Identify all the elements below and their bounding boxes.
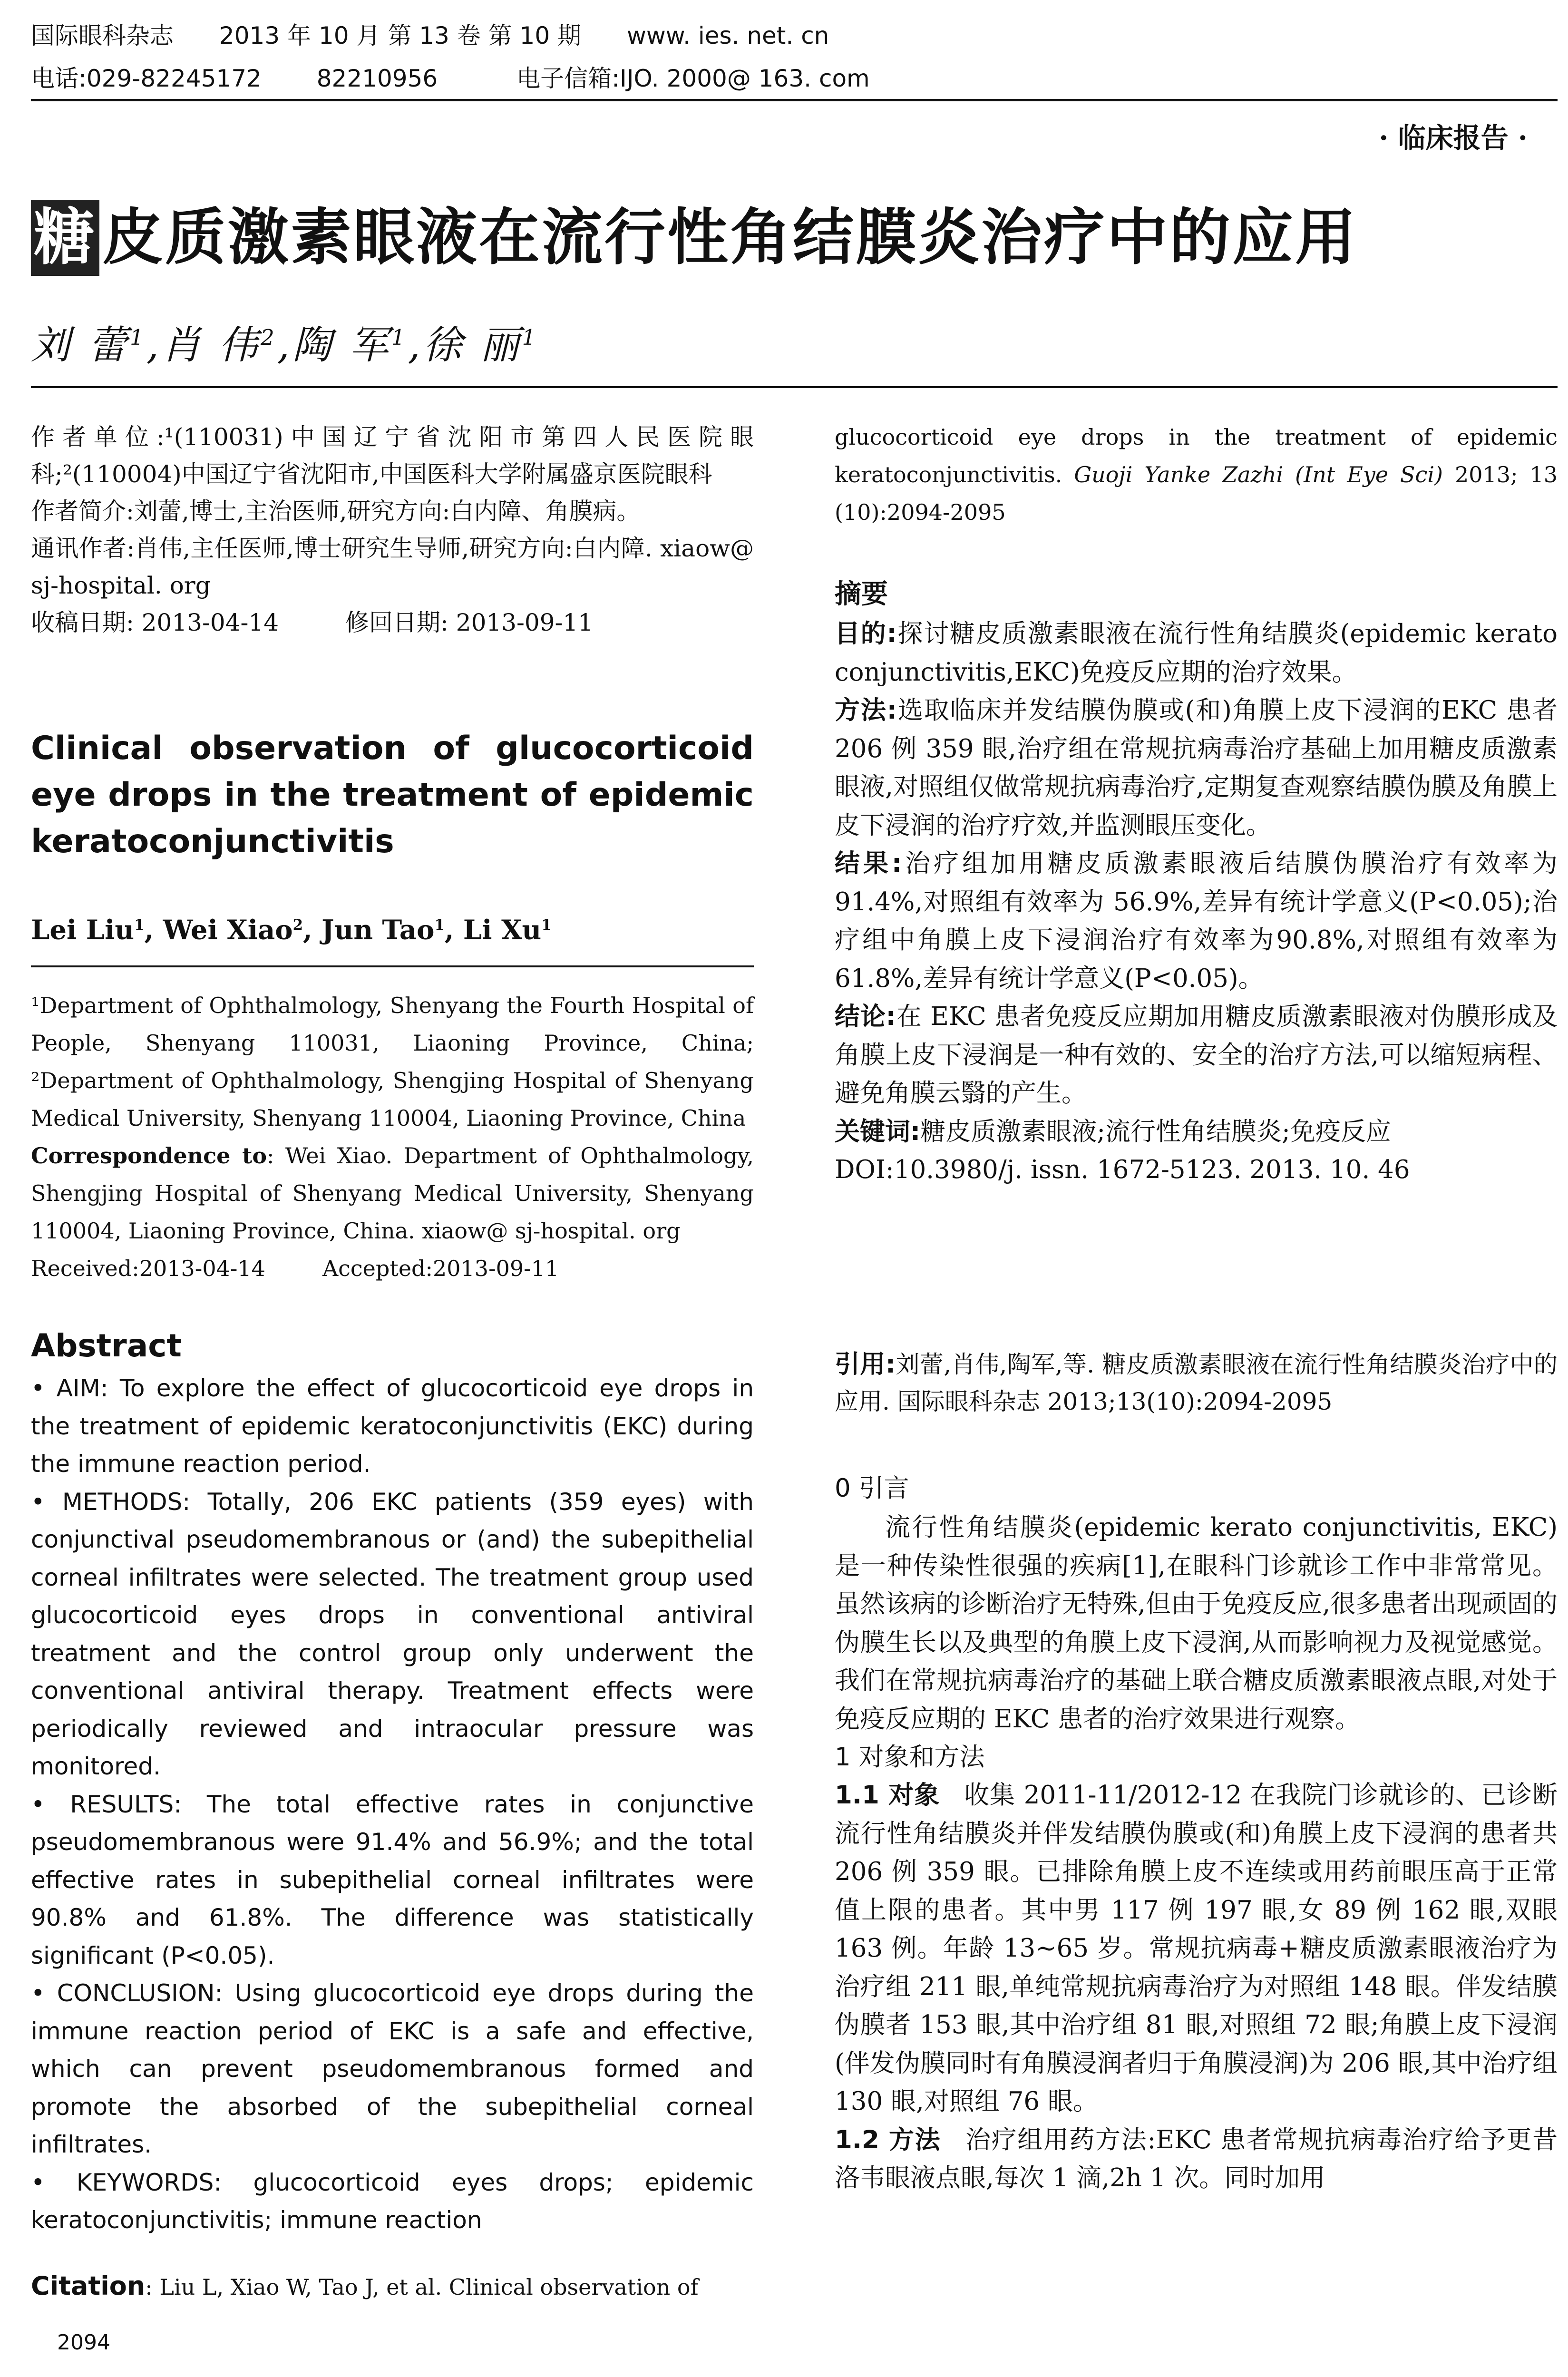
citation-part1: glucocorticoid eye drops in the treatment of epidemic keratoconjunctivitis. bbox=[835, 424, 1558, 487]
email-address[interactable]: 电子信箱:IJO. 2000@ 163. com bbox=[516, 65, 870, 92]
abstract-results bbox=[31, 1786, 754, 1975]
citation-en bbox=[31, 2271, 754, 2301]
author-cn-name: 刘 蕾 bbox=[31, 322, 130, 368]
abstract-cn bbox=[835, 615, 1558, 1189]
abstract-text: The total effective rates in conjunctive pseudomembranous were 91.4% and 56.9%; and the total effective rates in subepithelial corneal infiltrates were 90.8% and 61.8%. The difference was statistically significant (P<0.05). bbox=[31, 1790, 754, 1969]
author-en-name: Wei Xiao bbox=[163, 914, 293, 946]
authors-cn: 刘 蕾$^1$,肖 伟$^2$,陶 军$^1$,徐 丽$^1$ bbox=[31, 322, 539, 368]
author-cn-name: 徐 丽 bbox=[423, 322, 522, 368]
title-rest: 皮质激素眼液在流行性角结膜炎治疗中的应用 bbox=[102, 202, 1358, 273]
subsection-label: 1.2 方法 bbox=[835, 2125, 941, 2154]
affiliation-cn: 作者单位:¹(110031)中国辽宁省沈阳市第四人民医院眼科;²(110004)中国辽宁省沈阳市,中国医科大学附属盛京医院眼科 bbox=[31, 423, 754, 488]
article-title bbox=[31, 200, 1358, 276]
abstract-text: glucocorticoid eyes drops; epidemic keratoconjunctivitis; immune reaction bbox=[31, 2168, 754, 2234]
website-link[interactable]: www. ies. net. cn bbox=[626, 22, 829, 49]
abstract-cn-label: 关键词: bbox=[835, 1117, 921, 1146]
abstract-methods bbox=[31, 1483, 754, 1786]
author-info-cn bbox=[31, 419, 754, 641]
section-label: · 临床报告 · bbox=[1379, 122, 1528, 154]
abstract-cn-text: 在 EKC 患者免疫反应期加用糖皮质激素眼液对伪膜形成及角膜上皮下浸润是一种有效的、安全的治疗方法,可以缩短病程、避免角膜云翳的产生。 bbox=[835, 1002, 1558, 1108]
aff-sup: 1 bbox=[541, 916, 552, 934]
abstract-cn-text: 探讨糖皮质激素眼液在流行性角结膜炎(epidemic kerato conjunctivitis,EKC)免疫反应期的治疗效果。 bbox=[835, 619, 1558, 687]
left-rule bbox=[31, 965, 754, 967]
correspondence-cn: 通讯作者:肖伟,主任医师,博士研究生导师,研究方向:白内障. xiaow@ sj-hospital. org bbox=[31, 535, 754, 599]
citation-cn-body: 刘蕾,肖伟,陶军,等. 糖皮质激素眼液在流行性角结膜炎治疗中的应用. 国际眼科杂志 2013;13(10):2094-2095 bbox=[835, 1351, 1558, 1415]
abstract-label: • AIM: bbox=[31, 1374, 108, 1402]
accepted-en: Accepted:2013-09-11 bbox=[322, 1256, 559, 1281]
phone-number-2: 82210956 bbox=[316, 65, 438, 92]
author-cn-name: 肖 伟 bbox=[161, 322, 261, 368]
author-en-name: Jun Tao bbox=[321, 914, 435, 946]
abstract-text: Using glucocorticoid eye drops during the immune reaction period of EKC is a safe and effective, which can prevent pseudomembranous formed and promote the absorbed of the subepithelial corneal infiltrates. bbox=[31, 1979, 754, 2158]
intro-heading: 0 引言 bbox=[835, 1474, 909, 1503]
header-rule bbox=[31, 99, 1558, 101]
abstract-label: • RESULTS: bbox=[31, 1790, 182, 1818]
abstract-text: Totally, 206 EKC patients (359 eyes) with conjunctival pseudomembranous or (and) the subepithelial corneal infiltrates were selected. The treatment group used glucocorticoid eyes drops in conventional antiviral treatment and the control group only underwent the conventional antiviral therapy. Treatment effects were periodically reviewed and intraocular pressure was monitored. bbox=[31, 1488, 754, 1780]
correspondence-en bbox=[31, 1137, 754, 1250]
abstract-en bbox=[31, 1370, 754, 2240]
citation-journal: Guoji Yanke Zazhi (Int Eye Sci) bbox=[1074, 462, 1443, 487]
bio-cn: 作者简介:刘蕾,博士,主治医师,研究方向:白内障、角膜病。 bbox=[31, 497, 641, 525]
abstract-cn-label: 结论: bbox=[835, 1002, 896, 1031]
abstract-cn-text: 选取临床并发结膜伪膜或(和)角膜上皮下浸润的EKC 患者 206 例 359 眼,治疗组在常规抗病毒治疗基础上加用糖皮质激素眼液,对照组仅做常规抗病毒治疗,定期复查观察结膜伪膜及角膜上皮下浸润的治疗疗效,并监测眼压变化。 bbox=[835, 696, 1558, 840]
abstract-heading: Abstract bbox=[31, 1327, 182, 1364]
citation-continued-text bbox=[835, 419, 1558, 531]
aff-sup: 1 bbox=[134, 916, 145, 934]
authors-en: Lei Liu$^1$, Wei Xiao$^2$, Jun Tao$^1$, Li Xu$^1$ bbox=[31, 914, 552, 946]
abstract-cn-label: 方法: bbox=[835, 696, 897, 725]
title-rule bbox=[31, 386, 1558, 388]
correspondence-text: : Wei Xiao. Department of Ophthalmology, Shengjing Hospital of Shenyang Medical University, Shenyang 110004, Liaoning Province, China. xiaow@ sj-hospital. org bbox=[31, 1143, 754, 1244]
abstract-text: To explore the effect of glucocorticoid eye drops in the treatment of epidemic keratoconjunctivitis (EKC) during the immune reaction period. bbox=[31, 1374, 754, 1478]
aff-sup: 1 bbox=[391, 325, 408, 350]
subsection-text: 治疗组用药方法:EKC 患者常规抗病毒治疗给予更昔洛韦眼液点眼,每次 1 滴,2h 1 次。同时加用 bbox=[835, 2125, 1558, 2192]
author-cn-name: 陶 军 bbox=[292, 322, 391, 368]
affiliation-en: ¹Department of Ophthalmology, Shenyang the Fourth Hospital of People, Shenyang 110031, Liaoning Province, China; ²Department of Ophthalmology, Shengjing Hospital of Shenyang Medical University, Shenyang 110004, Liaoning Province, China bbox=[31, 993, 754, 1131]
abstract-cn-heading: 摘要 bbox=[835, 579, 888, 610]
dates-en bbox=[31, 1250, 754, 1287]
citation-part2: 2013; 13 (10):2094-2095 bbox=[835, 462, 1558, 525]
english-title: Clinical observation of glucocorticoid eye drops in the treatment of epidemic keratoconjunctivitis bbox=[31, 730, 754, 860]
journal-header-row1 bbox=[31, 19, 867, 52]
abstract-aim bbox=[31, 1370, 754, 1483]
methods-paragraph bbox=[835, 2121, 1558, 2198]
abstract-label: • CONCLUSION: bbox=[31, 1979, 223, 2007]
subjects-paragraph bbox=[835, 1776, 1558, 2121]
journal-name: 国际眼科杂志 bbox=[31, 22, 174, 49]
citation-label: Citation bbox=[31, 2271, 146, 2301]
abstract-cn-conclusion bbox=[835, 998, 1558, 1113]
received-en: Received:2013-04-14 bbox=[31, 1256, 265, 1281]
methods-heading: 1 对象和方法 bbox=[835, 1743, 985, 1772]
body-text bbox=[835, 1509, 1558, 2198]
abstract-conclusion bbox=[31, 1975, 754, 2164]
aff-sup: 1 bbox=[434, 916, 445, 934]
citation-cn bbox=[835, 1346, 1558, 1420]
title-first-char: 糖 bbox=[31, 200, 99, 276]
abstract-label: • METHODS: bbox=[31, 1488, 191, 1516]
aff-sup: 1 bbox=[522, 325, 539, 350]
aff-sup: 1 bbox=[130, 325, 146, 350]
phone-number: 电话:029-82245172 bbox=[31, 65, 262, 92]
abstract-cn-results bbox=[835, 845, 1558, 998]
abstract-cn-methods bbox=[835, 692, 1558, 845]
abstract-cn-text: 治疗组加用糖皮质激素眼液后结膜伪膜治疗有效率为 91.4%,对照组有效率为 56.9%,差异有统计学意义(P<0.05);治疗组中角膜上皮下浸润治疗有效率为90.8%,对照组有效率为 61.8%,差异有统计学意义(P<0.05)。 bbox=[835, 849, 1558, 993]
citation-cn-text bbox=[835, 1346, 1558, 1420]
citation-cn-label: 引用: bbox=[835, 1350, 896, 1379]
english-title-block bbox=[31, 725, 754, 865]
subsection-label: 1.1 对象 bbox=[835, 1781, 940, 1810]
issue-info: 2013 年 10 月 第 13 卷 第 10 期 bbox=[219, 22, 582, 49]
dates-cn bbox=[31, 604, 754, 641]
abstract-cn-aim bbox=[835, 615, 1558, 692]
aff-sup: 2 bbox=[260, 325, 277, 350]
doi[interactable]: DOI:10.3980/j. issn. 1672-5123. 2013. 10. 46 bbox=[835, 1155, 1410, 1184]
abstract-cn-label: 结果: bbox=[835, 849, 902, 878]
citation-text: : Liu L, Xiao W, Tao J, et al. Clinical observation of bbox=[145, 2274, 699, 2300]
affiliation-en-block bbox=[31, 987, 754, 1287]
intro-paragraph: 流行性角结膜炎(epidemic kerato conjunctivitis, EKC)是一种传染性很强的疾病[1],在眼科门诊就诊工作中非常常见。虽然该病的诊断治疗无特殊,但由于免疫反应,很多患者出现顽固的伪膜生长以及典型的角膜上皮下浸润,从而影响视力及视觉感觉。我们在常规抗病毒治疗的基础上联合糖皮质激素眼液点眼,对处于免疫反应期的 EKC 患者的治疗效果进行观察。 bbox=[835, 1513, 1558, 1734]
abstract-cn-label: 目的: bbox=[835, 619, 897, 648]
subsection-text: 收集 2011-11/2012-12 在我院门诊就诊的、已诊断流行性角结膜炎并伴发结膜伪膜或(和)角膜上皮下浸润的患者共 206 例 359 眼。已排除角膜上皮不连续或用药前眼压高于正常值上限的患者。其中男 117 例 197 眼,女 89 例 162 眼,双眼 163 例。年龄 13~65 岁。常规抗病毒+糖皮质激素眼液治疗为治疗组 211 眼,单纯常规抗病毒治疗为对照组 148 眼。伴发结膜伪膜者 153 眼,其中治疗组 81 眼,对照组 72 眼;角膜上皮下浸润(伴发伪膜同时有角膜浸润者归于角膜浸润)为 206 眼,其中治疗组 130 眼,对照组 76 眼。 bbox=[835, 1781, 1558, 2116]
author-en-name: Li Xu bbox=[463, 914, 542, 946]
abstract-cn-text: 糖皮质激素眼液;流行性角结膜炎;免疫反应 bbox=[920, 1117, 1391, 1146]
author-en-name: Lei Liu bbox=[31, 914, 135, 946]
journal-header-row2 bbox=[31, 62, 908, 95]
page-number: 2094 bbox=[57, 2330, 110, 2355]
abstract-cn-keywords bbox=[835, 1113, 1558, 1151]
correspondence-label: Correspondence to bbox=[31, 1143, 267, 1169]
abstract-label: • KEYWORDS: bbox=[31, 2168, 222, 2196]
citation-continued bbox=[835, 419, 1558, 531]
received-cn: 收稿日期: 2013-04-14 bbox=[31, 609, 279, 636]
abstract-keywords bbox=[31, 2164, 754, 2240]
aff-sup: 2 bbox=[292, 916, 303, 934]
revised-cn: 修回日期: 2013-09-11 bbox=[345, 609, 594, 636]
